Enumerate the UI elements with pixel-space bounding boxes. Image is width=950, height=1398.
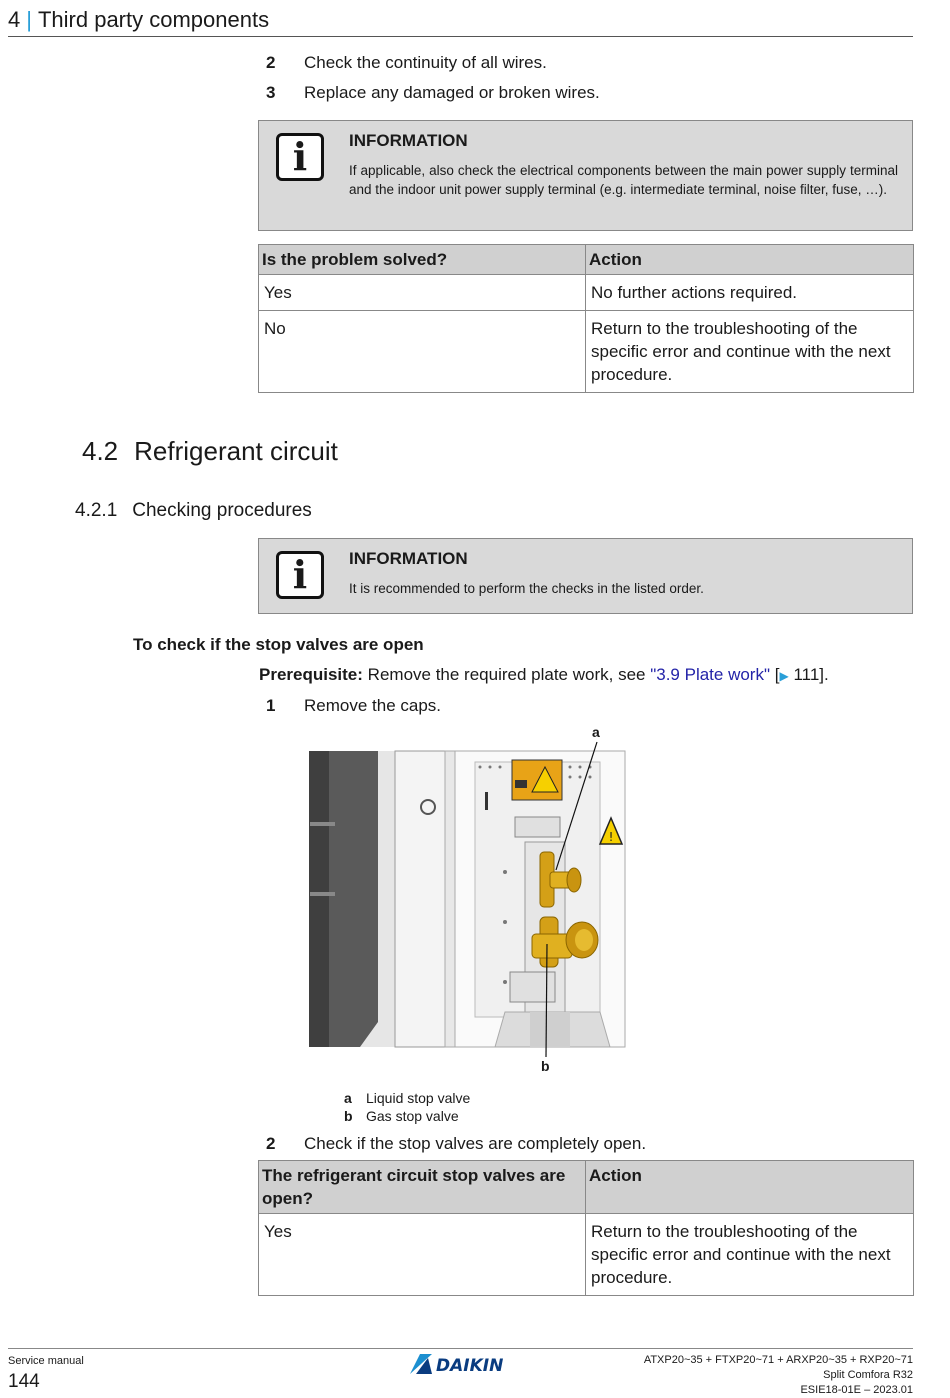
footer-doc-id: ESIE18-01E – 2023.01 [800, 1384, 913, 1396]
step-number: 1 [266, 696, 276, 715]
page-reference[interactable]: 111 [793, 665, 820, 684]
step-text: Replace any damaged or broken wires. [304, 83, 600, 102]
table-header-row [259, 245, 914, 275]
plate-work-link[interactable]: "3.9 Plate work" [650, 665, 771, 684]
footer-document-type: Service manual [8, 1355, 84, 1367]
prerequisite-label: Prerequisite: [259, 665, 363, 684]
table-cell: Yes [259, 1214, 586, 1296]
table-row [259, 275, 914, 311]
footer-model-info [644, 1353, 913, 1398]
page-header [8, 6, 913, 37]
table-cell: No [259, 311, 586, 393]
information-body: If applicable, also check the electrical components between the main power supply terminal and the indoor unit power supply terminal (e.g. intermediate terminal, noise filter, fuse, …). [349, 163, 898, 197]
table-header-cell: The refrigerant circuit stop valves are open? [259, 1161, 586, 1214]
chapter-number: 4 [8, 7, 21, 32]
callout-a: a [592, 724, 600, 740]
step-text: Check the continuity of all wires. [304, 53, 547, 72]
table-cell: Yes [259, 275, 586, 311]
table-row [259, 311, 914, 393]
table-row [259, 1214, 914, 1296]
information-title: INFORMATION [349, 131, 468, 150]
problem-solved-table [258, 244, 914, 393]
subsection-title: Checking procedures [132, 500, 312, 521]
information-box [258, 120, 913, 231]
page-ref-arrow-icon: ▶ [779, 669, 789, 683]
figure-legend-item [344, 1107, 644, 1125]
table-cell: No further actions required. [586, 275, 914, 311]
table-header-cell: Is the problem solved? [259, 245, 586, 275]
header-separator: | [26, 7, 32, 32]
step-number: 2 [266, 53, 276, 72]
footer-model-line: ATXP20~35 + FTXP20~71 + ARXP20~35 + RXP20~71 [643, 1354, 913, 1366]
step-text: Remove the caps. [304, 696, 442, 715]
information-title: INFORMATION [349, 549, 468, 568]
callout-b: b [541, 1058, 550, 1074]
prerequisite: Prerequisite: Remove the required plate work, see "3.9 Plate work" [▶ 111]. [259, 665, 829, 684]
footer-divider [8, 1348, 913, 1349]
information-icon: i [276, 551, 324, 599]
section-title: Refrigerant circuit [134, 436, 338, 466]
stop-valves-table [258, 1160, 914, 1296]
information-icon: i [276, 133, 324, 181]
figure-legend-item [344, 1089, 644, 1107]
table-header-row [259, 1161, 914, 1214]
information-body: It is recommended to perform the checks in the listed order. [349, 581, 704, 596]
step-text: Check if the stop valves are completely open. [304, 1134, 647, 1153]
daikin-logo-icon [410, 1352, 510, 1376]
prerequisite-text: Remove the required plate work, see [367, 665, 646, 684]
outdoor-unit-illustration [300, 722, 640, 1077]
table-cell: Return to the troubleshooting of the specific error and continue with the next procedure. [586, 1214, 914, 1296]
table-header-cell: Action [586, 1161, 914, 1214]
table-header-cell: Action [586, 245, 914, 275]
footer-product-line: Split Comfora R32 [823, 1369, 913, 1381]
step-item [266, 1133, 866, 1155]
subsection-heading [75, 499, 312, 523]
step-item [266, 52, 866, 74]
stop-valve-figure [300, 722, 640, 1077]
step-number: 2 [266, 1134, 276, 1153]
chapter-title: Third party components [37, 7, 270, 32]
daikin-logo [410, 1352, 510, 1376]
step-item [266, 695, 866, 717]
subsection-number: 4.2.1 [75, 500, 118, 521]
page-number: 144 [8, 1371, 40, 1392]
section-number: 4.2 [82, 436, 119, 466]
svg-text:!: ! [608, 830, 614, 844]
brand-name: DAIKIN [436, 1356, 504, 1376]
table-cell: Return to the troubleshooting of the specific error and continue with the next procedure. [586, 311, 914, 393]
legend-text: Gas stop valve [366, 1108, 459, 1124]
legend-key: b [344, 1108, 353, 1124]
legend-key: a [344, 1090, 352, 1106]
legend-text: Liquid stop valve [366, 1090, 471, 1106]
step-item [266, 82, 866, 104]
information-box [258, 538, 913, 614]
step-number: 3 [266, 83, 276, 102]
section-heading [82, 436, 338, 466]
procedure-heading: To check if the stop valves are open [133, 635, 424, 654]
